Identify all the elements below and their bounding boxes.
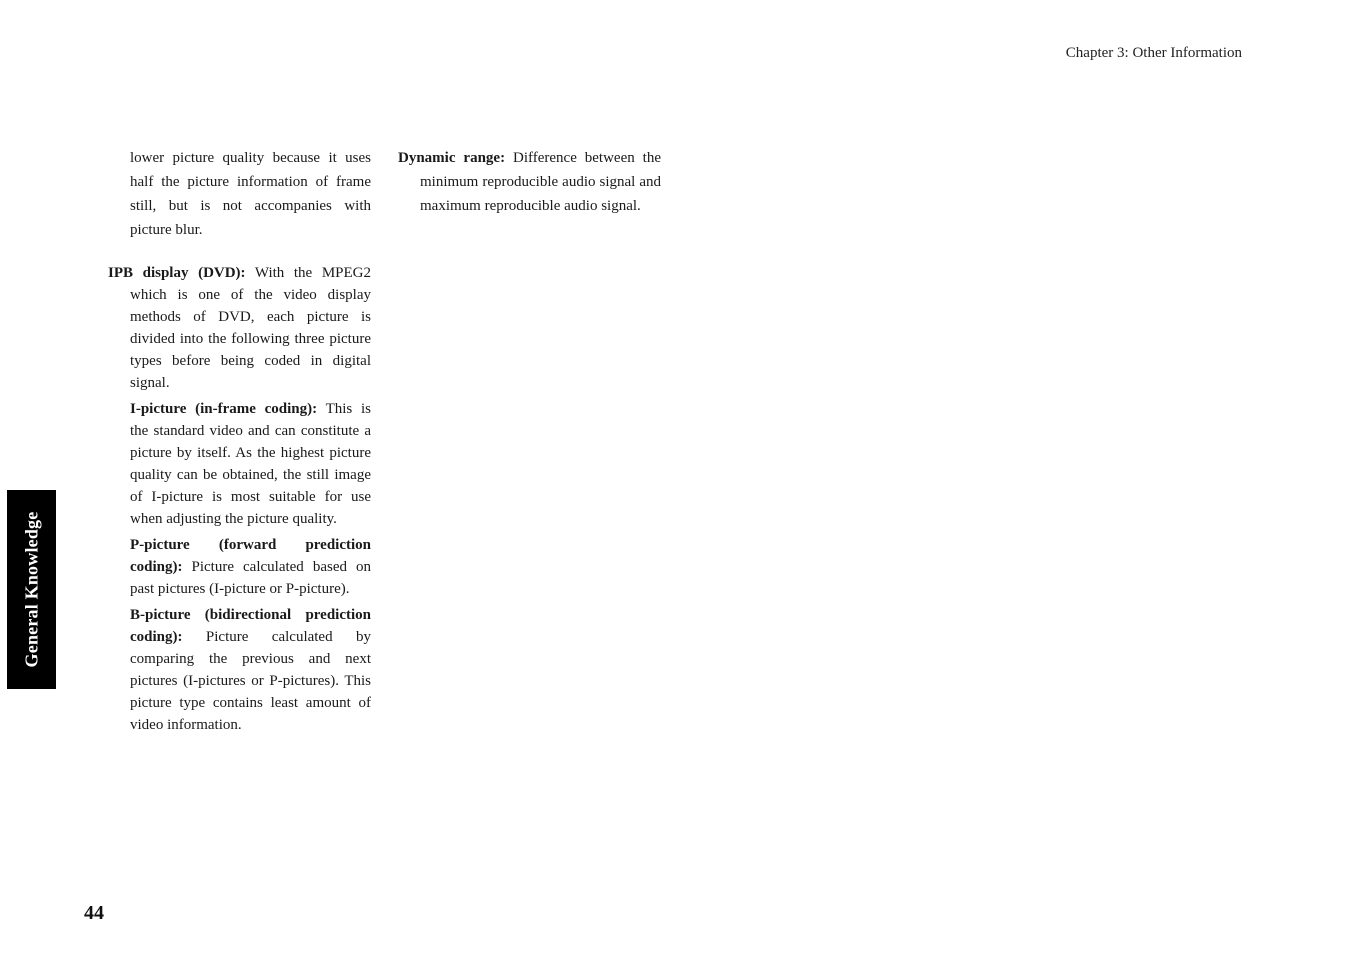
p-picture-term: P-picture (forward prediction coding): [130, 537, 371, 575]
p-picture-entry [108, 534, 371, 600]
b-picture-text: Picture calculated by comparing the previous and next pictures (I-pictures or P-pictures). This picture type contains least amount of video information. [130, 629, 371, 733]
i-picture-entry [108, 398, 371, 530]
b-picture-entry [108, 604, 371, 736]
ipb-display-term: IPB display (DVD): [108, 265, 246, 281]
section-side-tab [7, 490, 56, 689]
dynamic-range-text: Difference between the minimum reproducible audio signal and maximum reproducible audio signal. [420, 150, 661, 214]
dynamic-range-term: Dynamic range: [398, 150, 506, 166]
ipb-display-entry [108, 262, 371, 394]
chapter-header: Chapter 3: Other Information [1065, 45, 1242, 61]
page-number: 44 [84, 902, 104, 924]
dynamic-range-entry [398, 146, 661, 218]
side-tab-label: General Knowledge [21, 511, 42, 668]
continuation-paragraph: lower picture quality because it uses half the picture information of frame still, but is not accompanies with picture blur. [130, 150, 371, 238]
left-column [108, 146, 371, 740]
right-column [398, 146, 661, 218]
p-picture-text: Picture calculated based on past pictures (I-picture or P-picture). [130, 559, 371, 597]
b-picture-term: B-picture (bidirectional prediction coding): [130, 607, 371, 645]
i-picture-term: I-picture (in-frame coding): [130, 401, 318, 417]
i-picture-text: This is the standard video and can constitute a picture by itself. As the highest picture quality can be obtained, the still image of I-picture is most suitable for use when adjusting the picture quality. [130, 401, 371, 527]
ipb-display-text: With the MPEG2 which is one of the video display methods of DVD, each picture is divided into the following three picture types before being coded in digital signal. [130, 265, 371, 391]
